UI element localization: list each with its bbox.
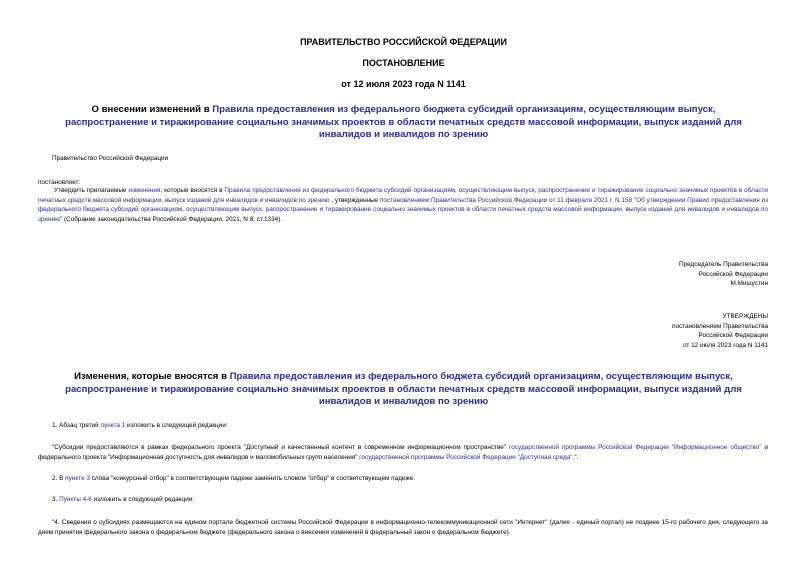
signature-block <box>679 260 768 289</box>
document-title-prefix: О внесении изменений в <box>91 104 213 115</box>
item-2 <box>52 474 782 484</box>
approved-line-4: от 12 июля 2023 года N 1141 <box>683 341 768 349</box>
item-3 <box>52 495 782 505</box>
approve-paragraph <box>38 186 768 224</box>
changes-title-prefix: Изменения, которые вносятся в <box>74 371 230 382</box>
approve-text-4: (Собрание законодательства Российской Федерации, 2021, N 8, ст.1334). <box>62 215 283 223</box>
changes-link[interactable]: изменения <box>128 187 161 194</box>
item-2-text-1: 2. В <box>52 475 66 482</box>
resolution-158-link[interactable]: постановлением Правительства Российской Федерации от 11 февраля 2021 г. N 158 "Об утверждении Правил предоставления из федерального бюджета субсидий организациям, осуществляющим выпуск, распространение и тиражирование социально значимых проектов в области печатных средств массовой информации, выпуск изданий для инвалидов и инвалидов по зрению" <box>38 196 769 223</box>
item-1-text-1: 1. Абзац третий <box>52 422 101 429</box>
approved-line-2: постановлением Правительства <box>672 322 768 330</box>
info-society-program-link[interactable]: государственной программы Российской Федерации "Информационное общество" <box>509 444 762 451</box>
signature-line-2: Российской Федерации <box>698 270 768 278</box>
item-3-text-1: 3. <box>52 496 60 503</box>
signature-line-3: М.Мишустин <box>730 280 768 288</box>
signature-line-1: Председатель Правительства <box>679 261 768 268</box>
points-4-6-link[interactable]: Пункты 4-6 <box>59 496 92 503</box>
rules-link-3[interactable]: Правила предоставления из федерального бюджета субсидий организациям, осуществляющим выпуск, распространение и тиражирование социально значимых проектов в области печатных средств массовой информации, выпуск изданий для инвалидов и инвалидов по зрению <box>65 371 742 408</box>
approve-text-3: , утвержденные <box>329 196 380 204</box>
quote-1-text-2: и федерального проекта "Информационная доступность для инвалидов и маломобильных групп населения" <box>38 444 768 461</box>
approved-line-3: Российской Федерации <box>698 332 768 340</box>
gov-line: Правительство Российской Федерации <box>52 155 169 162</box>
quote-2: "4. Сведения о субсидиях размещаются на едином портале бюджетной системы Российской Федерации в информационно-телекоммуникационной сети "Интернет" (далее - единый портал) не позднее 15-го рабочего дня, следующего за днем принятия федерального закона о федеральном бюджете (федерального закона о внесении изменений в федеральный закон о федеральном бюджете). <box>38 519 768 536</box>
approved-block <box>672 312 768 350</box>
approved-line-1: УТВЕРЖДЕНЫ <box>722 313 768 320</box>
document-type: ПОСТАНОВЛЕНИЕ <box>362 58 445 68</box>
government-header: ПРАВИТЕЛЬСТВО РОССИЙСКОЙ ФЕДЕРАЦИИ <box>300 37 507 47</box>
rules-link[interactable]: Правила предоставления из федерального бюджета субсидий организациям, осуществляющим выпуск, распространение и тиражирование социально значимых проектов в области печатных средств массовой информации, выпуск изданий для инвалидов и инвалидов по зрению <box>65 104 742 141</box>
document-date-number: от 12 июля 2023 года N 1141 <box>341 79 466 89</box>
item-3-text-2: изложить в следующей редакции: <box>91 496 195 503</box>
accessible-env-program-link[interactable]: государственной программы Российской Федерации "Доступная среда" <box>359 453 573 461</box>
item-1 <box>52 421 782 431</box>
quote-1-text-3: .". <box>572 453 579 461</box>
point-1-link[interactable]: пункта 1 <box>100 422 126 429</box>
changes-title <box>50 371 757 409</box>
quote-1 <box>38 443 768 462</box>
item-1-text-2: изложить в следующей редакции: <box>125 422 228 429</box>
point-3-link[interactable]: пункте 3 <box>65 475 90 482</box>
decides-line: постановляет: <box>38 179 81 186</box>
item-2-text-2: слова "конкурсный отбор" в соответствующем падеже заменить словом "отбор" в соответствующем падеже. <box>89 475 416 482</box>
approve-text-1: Утвердить прилагаемые <box>54 187 129 194</box>
rules-link-2[interactable]: Правила предоставления из федерального бюджета субсидий организациям, осуществляющим выпуск, распространение и тиражирование социально значимых проектов в области печатных средств массовой информации, выпуск изданий для инвалидов и инвалидов по зрению <box>38 187 768 204</box>
document-title <box>50 104 757 142</box>
approve-text-2: , которые вносятся в <box>160 187 225 194</box>
quote-1-text-1: "Субсидии предоставляются в рамках федерального проекта "Доступный и качественный контент в современном информационном пространстве" <box>52 444 510 451</box>
